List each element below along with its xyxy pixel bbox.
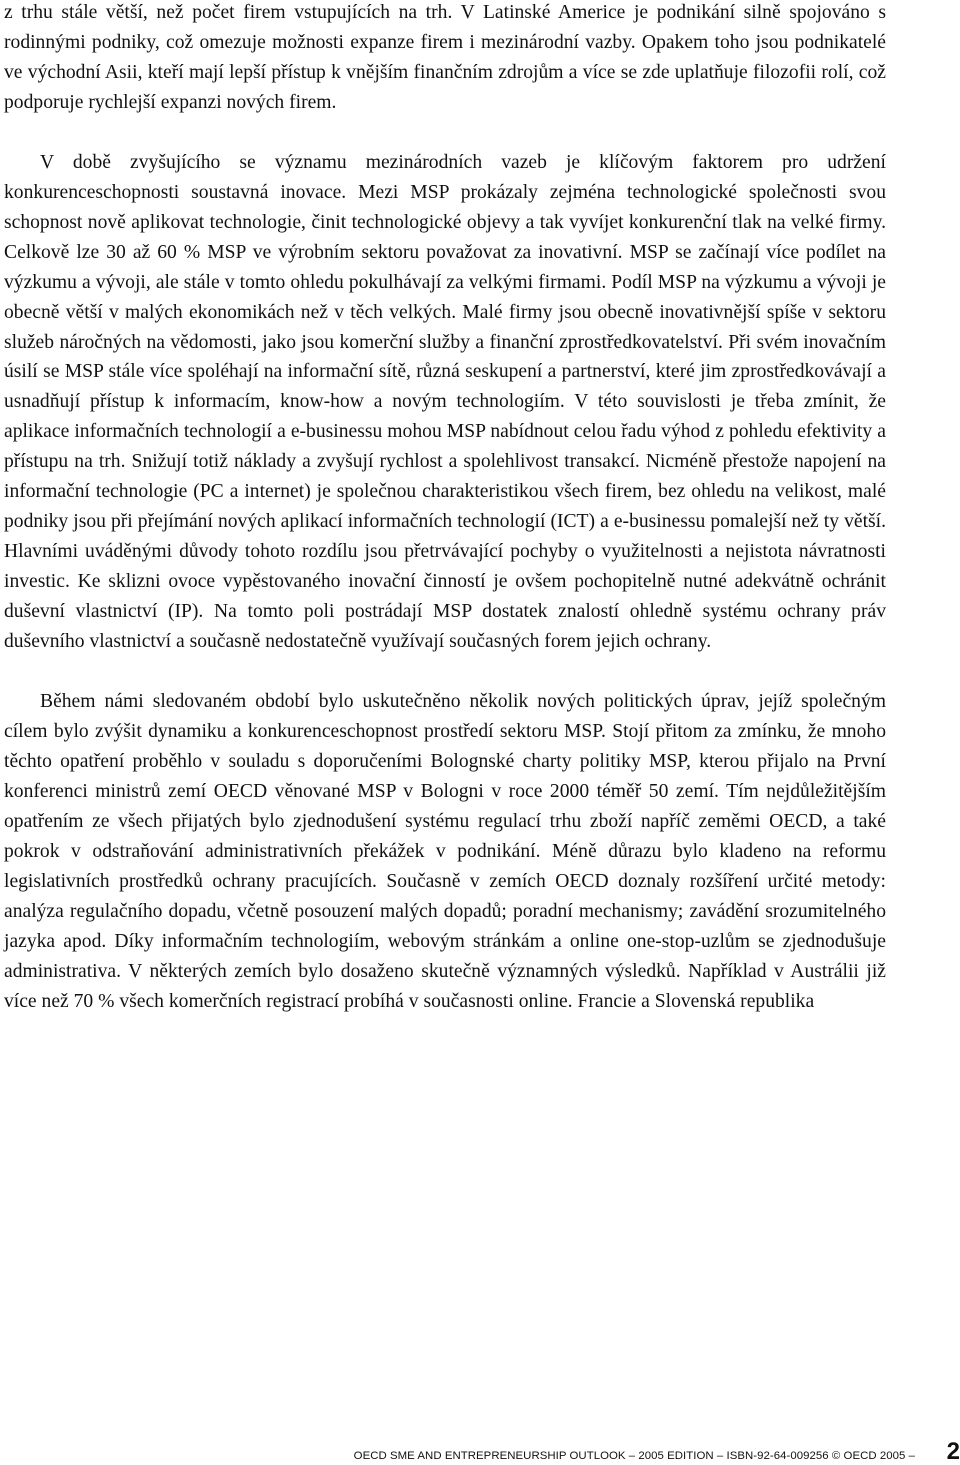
footer-citation: OECD SME AND ENTREPRENEURSHIP OUTLOOK – 2005 EDITION – ISBN-92-64-009256 © OECD 2005 – [353, 1450, 915, 1462]
paragraph-1: z trhu stále větší, než počet firem vstupujících na trh. V Latinské Americe je podnikání silně spojováno s rodinnými podniky, což omezuje možnosti expanze firem i mezinárodní vazby. Opakem toho jsou podnikatelé ve východní Asii, kteří mají lepší přístup k vnějším finančním zdrojům a více se zde uplatňuje filozofii rolí, což podporuje rychlejší expanzi nových firem. [4, 2, 886, 113]
page-number: 2 [946, 1438, 960, 1465]
paragraph-3: Během námi sledovaném období bylo uskutečněno několik nových politických úprav, jejíž společným cílem bylo zvýšit dynamiku a konkurenceschopnost prostředí sektoru MSP. Stojí přitom za zmínku, že mnoho těchto opatření proběhlo v souladu s doporučeními Bolognské charty politiky MSP, kterou přijalo na První konferenci ministrů zemí OECD věnované MSP v Bologni v roce 2000 téměř 50 zemí. Tím nejdůležitějším opatřením ze všech přijatých bylo zjednodušení systému regulací trhu zboží napříč zeměmi OECD, a také pokrok v odstraňování administrativních překážek v podnikání. Méně důrazu bylo kladeno na reformu legislativních prostředků ochrany pracujících. Současně v zemích OECD doznaly rozšíření určité metody: analýza regulačního dopadu, včetně posouzení malých dopadů; poradní mechanismy; zavádění srozumitelného jazyka apod. Díky informačním technologiím, webovým stránkám a online one-stop-uzlům se zjednodušuje administrativa. V některých zemích bylo dosaženo skutečně významných výsledků. Například v Austrálii již více než 70 % všech komerčních registrací probíhá v současnosti online. Francie a Slovenská republika [4, 691, 886, 1012]
paragraph-2: V době zvyšujícího se významu mezinárodních vazeb je klíčovým faktorem pro udržení konkurenceschopnosti soustavná inovace. Mezi MSP prokázaly zejména technologické společnosti svou schopnost nově aplikovat technologie, činit technologické objevy a tak vyvíjet konkurenční tlak na velké firmy. Celkově lze 30 až 60 % MSP ve výrobním sektoru považovat za inovativní. MSP se začínají více podílet na výzkumu a vývoji, ale stále v tomto ohledu pokulhávají za velkými firmami. Podíl MSP na výzkumu a vývoji je obecně větší v malých ekonomikách než v těch velkých. Malé firmy jsou obecně inovativnější spíše v sektoru služeb náročných na vědomosti, jako jsou komerční služby a finanční zprostředkovatelství. Při svém inovačním úsilí se MSP stále více spoléhají na informační sítě, různá seskupení a partnerství, které jim zprostředkovávají a usnadňují přístup k informacím, know-how a novým technologiím. V této souvislosti je třeba zmínit, že aplikace informačních technologií a e-businessu mohou MSP nabídnout celou řadu výhod z pohledu efektivity a přístupu na trh. Snižují totiž náklady a zvyšují rychlost a spolehlivost transakcí. Nicméně přestože napojení na informační technologie (PC a internet) je společnou charakteristikou všech firem, bez ohledu na velikost, malé podniky jsou při přejímání nových aplikací informačních technologií (ICT) a e-businessu pomalejší než ty větší. Hlavními uváděnými důvody tohoto rozdílu jsou přetrvávající pochyby o využitelnosti a nejistota návratnosti investic. Ke sklizni ovoce vypěstovaného inovační činností je ovšem pochopitelně nutné adekvátně ochránit duševní vlastnictví (IP). Na tomto poli postrádají MSP dostatek znalostí ohledně systému ochrany práv duševního vlastnictví a současně nedostatečně využívají současných forem jejich ochrany. [4, 151, 886, 653]
page-footer [0, 1440, 960, 1464]
document-page [4, 0, 886, 1017]
